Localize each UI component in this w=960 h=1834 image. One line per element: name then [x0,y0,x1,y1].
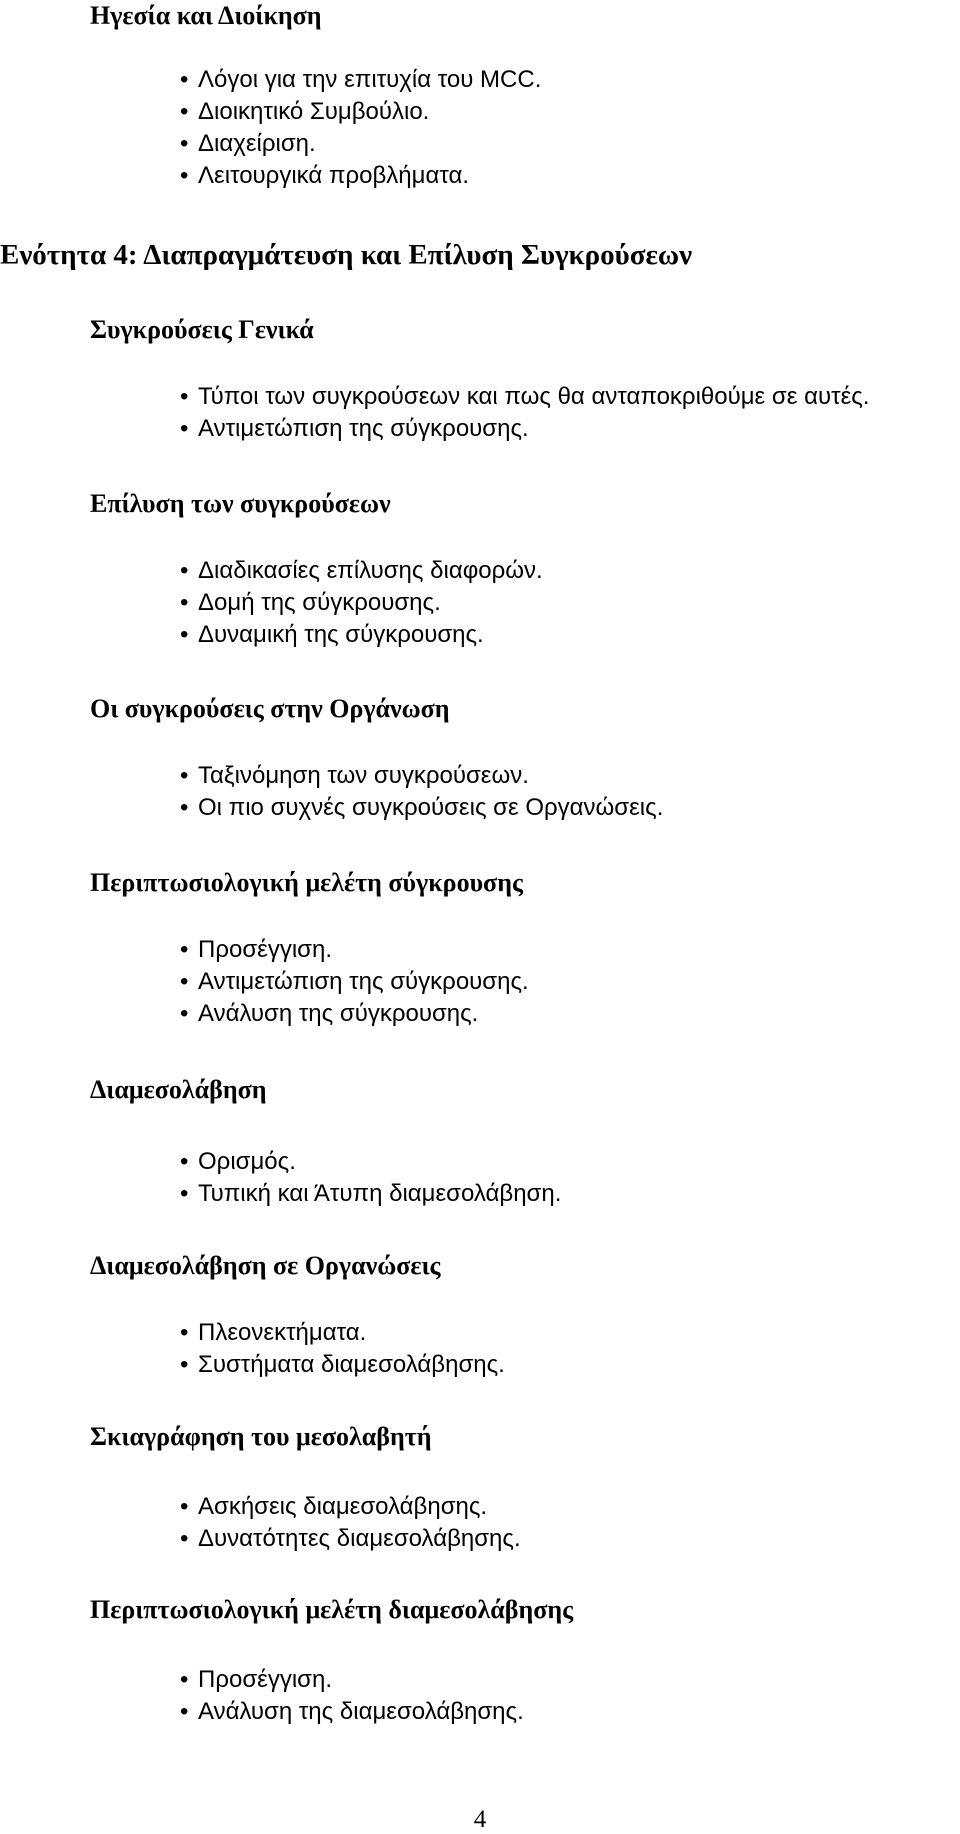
bullet-icon: • [180,1666,189,1693]
list-item [180,934,529,966]
list-item-text: Προσέγγιση. [198,936,333,963]
bullet-list-conflicts-organisation [180,760,663,824]
list-item-text: Συστήματα διαμεσολάβησης. [198,1351,505,1378]
bullet-icon: • [180,1493,189,1520]
list-item [180,792,663,824]
list-item [180,587,543,619]
list-item-text: Ορισμός. [198,1148,296,1175]
list-item-text: Δυνατότητες διαμεσολάβησης. [198,1525,521,1552]
bullet-icon: • [180,415,189,442]
bullet-icon: • [180,66,189,93]
bullet-list-mediator-profile [180,1491,521,1555]
bullet-list-conflict-resolution [180,555,543,651]
page-number: 4 [473,1806,487,1833]
list-item [180,96,541,128]
bullet-icon: • [180,98,189,125]
bullet-list-mediation [180,1146,561,1210]
list-item-text: Τύποι των συγκρούσεων και πως θα ανταποκριθούμε σε αυτές. [198,383,870,410]
list-item-text: Δομή της σύγκρουσης. [198,589,441,616]
section-heading-leadership: Ηγεσία και Διοίκηση [90,1,322,30]
list-item [180,966,529,998]
list-item-text: Λόγοι για την επιτυχία του MCC. [198,66,542,93]
section-heading-conflict-resolution: Επίλυση των συγκρούσεων [90,489,391,518]
bullet-icon: • [180,968,189,995]
list-item [180,619,543,651]
list-item [180,1523,521,1555]
list-item [180,1178,561,1210]
bullet-list-leadership [180,64,541,192]
list-item [180,1664,524,1696]
list-item-text: Οι πιο συχνές συγκρούσεις σε Οργανώσεις. [198,794,664,821]
bullet-icon: • [180,1000,189,1027]
list-item-text: Πλεονεκτήματα. [198,1319,367,1346]
section-heading-mediator-profile: Σκιαγράφηση του μεσολαβητή [90,1422,432,1451]
list-item-text: Διαδικασίες επίλυσης διαφορών. [198,557,543,584]
list-item [180,160,541,192]
bullet-icon: • [180,557,189,584]
list-item [180,128,541,160]
list-item-text: Λειτουργικά προβλήματα. [198,162,470,189]
list-item [180,413,870,445]
list-item [180,1349,505,1381]
chapter-heading: Ενότητα 4: Διαπραγμάτευση και Επίλυση Συγκρούσεων [0,239,693,271]
list-item-text: Τυπική και Άτυπη διαμεσολάβηση. [198,1180,562,1207]
list-item [180,555,543,587]
bullet-list-mediation-case-study [180,1664,524,1728]
bullet-icon: • [180,1351,189,1378]
bullet-icon: • [180,130,189,157]
list-item [180,1317,505,1349]
section-heading-conflicts-general: Συγκρούσεις Γενικά [90,315,314,344]
bullet-list-mediation-organisations [180,1317,505,1381]
section-heading-mediation: Διαμεσολάβηση [90,1075,267,1104]
bullet-icon: • [180,794,189,821]
section-heading-mediation-organisations: Διαμεσολάβηση σε Οργανώσεις [90,1251,441,1280]
list-item-text: Διοικητικό Συμβούλιο. [198,98,430,125]
list-item-text: Προσέγγιση. [198,1666,333,1693]
list-item-text: Ανάλυση της σύγκρουσης. [198,1000,479,1027]
bullet-icon: • [180,621,189,648]
list-item [180,1491,521,1523]
list-item [180,1696,524,1728]
list-item-text: Δυναμική της σύγκρουσης. [198,621,484,648]
section-heading-mediation-case-study: Περιπτωσιολογική μελέτη διαμεσολάβησης [90,1595,574,1624]
list-item-text: Διαχείριση. [198,130,316,157]
bullet-icon: • [180,383,189,410]
list-item [180,64,541,96]
bullet-icon: • [180,1698,189,1725]
bullet-icon: • [180,762,189,789]
list-item [180,381,870,413]
list-item [180,1146,561,1178]
list-item-text: Ανάλυση της διαμεσολάβησης. [198,1698,524,1725]
bullet-icon: • [180,162,189,189]
list-item-text: Αντιμετώπιση της σύγκρουσης. [198,415,529,442]
section-heading-conflict-case-study: Περιπτωσιολογική μελέτη σύγκρουσης [90,868,523,897]
list-item-text: Ταξινόμηση των συγκρούσεων. [198,762,529,789]
section-heading-conflicts-organisation: Οι συγκρούσεις στην Οργάνωση [90,694,450,723]
bullet-icon: • [180,1180,189,1207]
bullet-icon: • [180,1319,189,1346]
bullet-icon: • [180,589,189,616]
list-item [180,760,663,792]
list-item [180,998,529,1030]
list-item-text: Ασκήσεις διαμεσολάβησης. [198,1493,488,1520]
bullet-list-conflict-case-study [180,934,529,1030]
bullet-icon: • [180,1148,189,1175]
bullet-icon: • [180,1525,189,1552]
bullet-icon: • [180,936,189,963]
bullet-list-conflicts-general [180,381,870,445]
list-item-text: Αντιμετώπιση της σύγκρουσης. [198,968,529,995]
